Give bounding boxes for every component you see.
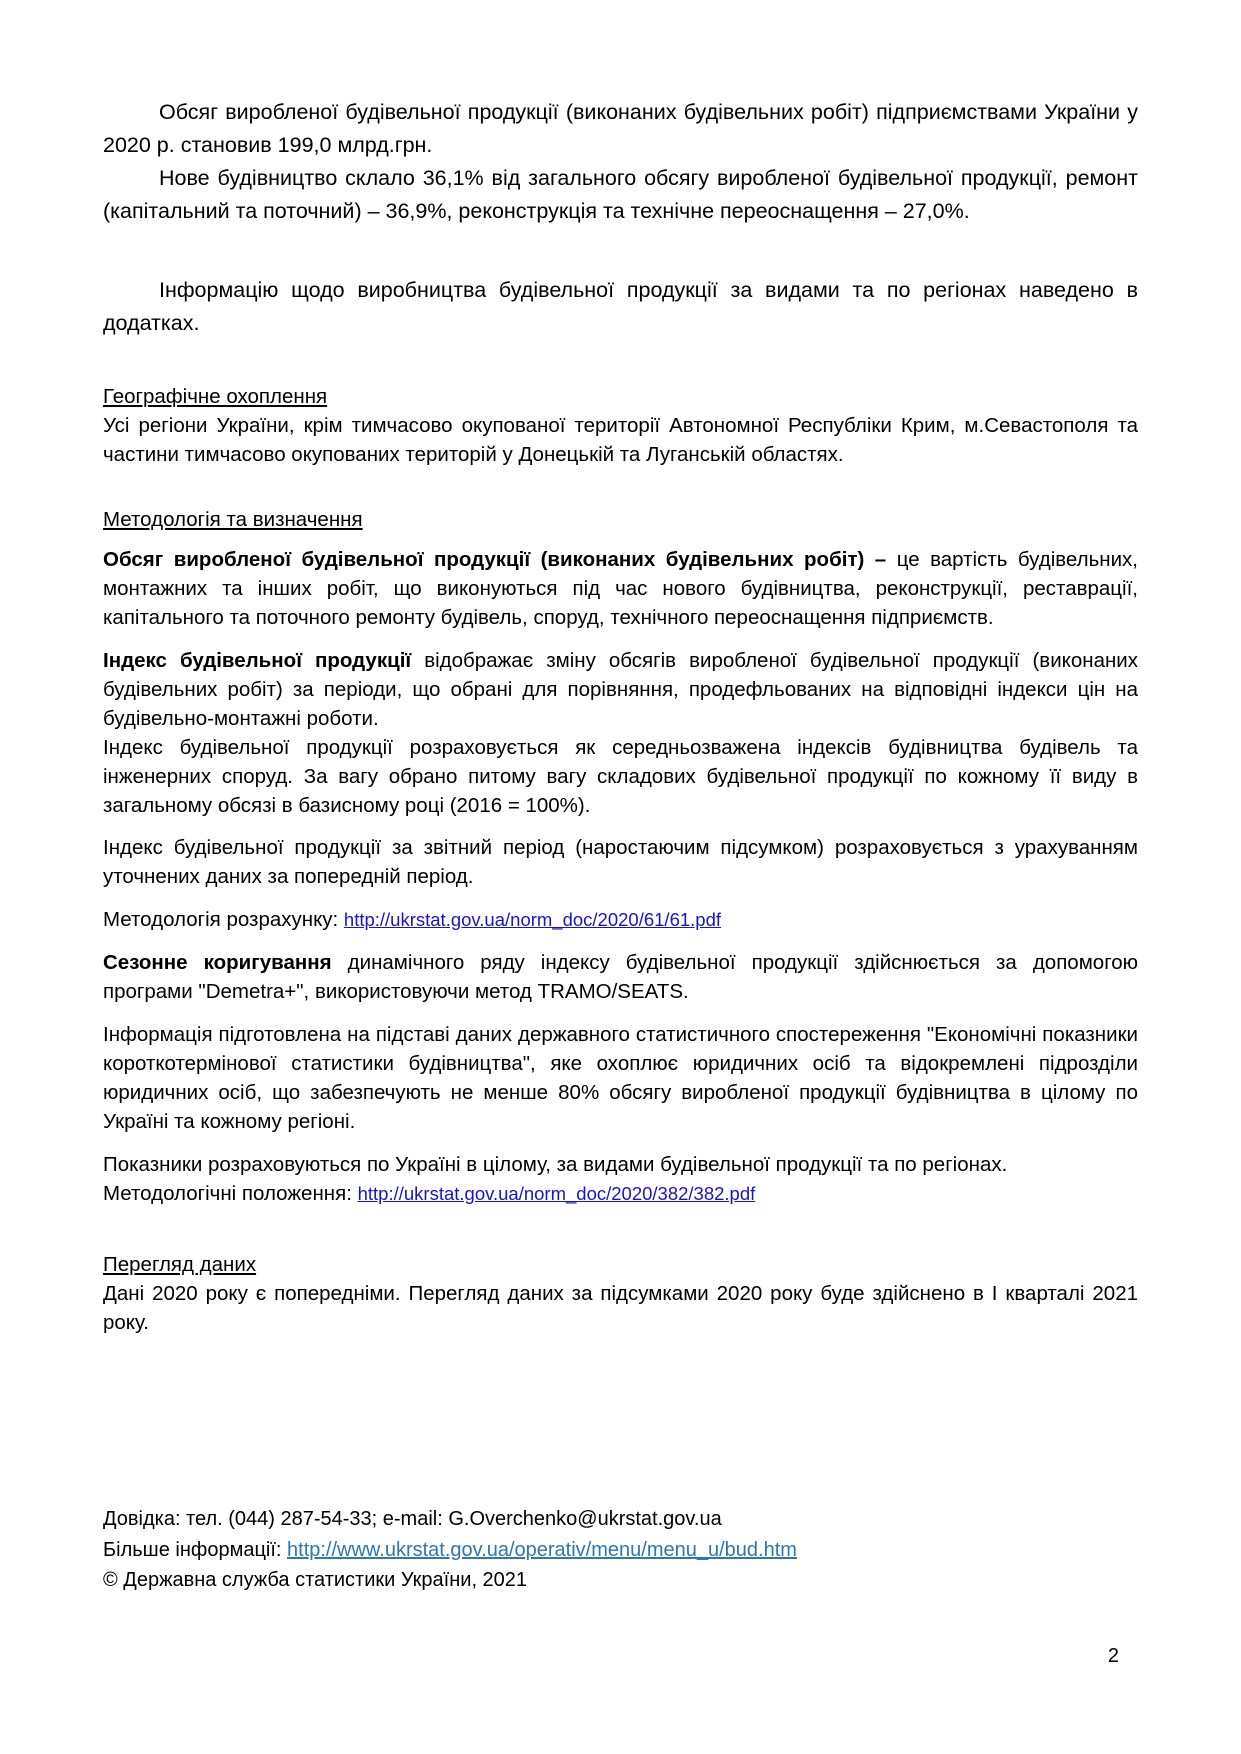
footer-copyright: © Державна служба статистики України, 2021 <box>103 1569 528 1591</box>
page-number: 2 <box>1107 1645 1119 1667</box>
methodology-positions-label: Методологічні положення: <box>103 1182 358 1205</box>
data-revision-text: Дані 2020 року є попередніми. Перегляд даних за підсумками 2020 року буде здійснено в І кварталі 2021 року. <box>103 1282 1138 1334</box>
intro-paragraph-2: Нове будівництво склало 36,1% від загального обсягу виробленої будівельної продукції, ремонт (капітальний та поточний) – 36,9%, реконструкція та технічне переоснащення – 27,0%. <box>103 166 1138 223</box>
intro-paragraph-3: Інформацію щодо виробництва будівельної продукції за видами та по регіонах наведено в додатках. <box>103 278 1138 335</box>
volume-definition <box>103 545 1138 632</box>
footer-more-info <box>103 1535 1138 1566</box>
data-revision-heading: Перегляд даних <box>103 1253 257 1276</box>
document-body <box>103 96 1138 1337</box>
indicators-note: Показники розраховуються по Україні в цілому, за видами будівельної продукції та по регіонах. <box>103 1153 1008 1176</box>
methodology-heading: Методологія та визначення <box>103 508 363 531</box>
seasonal-adjustment-term: Сезонне коригування <box>103 951 332 974</box>
intro-paragraph-1: Обсяг виробленої будівельної продукції (виконаних будівельних робіт) підприємствами України у 2020 р. становив 199,0 млрд.грн. <box>103 100 1138 157</box>
methodology-positions-link[interactable]: http://ukrstat.gov.ua/norm_doc/2020/382/382.pdf <box>357 1183 756 1204</box>
methodology-calc-line <box>103 905 1138 934</box>
index-definition <box>103 646 1138 733</box>
index-definition-term: Індекс будівельної продукції <box>103 649 412 672</box>
footer <box>103 1504 1138 1596</box>
seasonal-adjustment-text: динамічного ряду індексу будівельної продукції здійснюється за допомогою програми "Demetra+", використовуючи метод TRAMO/SEATS. <box>103 951 1138 1003</box>
index-period-text: Індекс будівельної продукції за звітний період (наростаючим підсумком) розраховується з урахуванням уточнених даних за попередній період. <box>103 836 1138 888</box>
footer-more-label: Більше інформації: <box>103 1538 288 1561</box>
index-calculation-text: Індекс будівельної продукції розраховується як середньозважена індексів будівництва будівель та інженерних споруд. За вагу обрано питому вагу складових будівельної продукції по кожному її виду в загальному обсязі в базисному році (2016 = 100%). <box>103 736 1138 817</box>
index-definition-text: відображає зміну обсягів виробленої будівельної продукції (виконаних будівельних робіт) за періоди, що обрані для порівняння, продефльованих на відповідні індекси цін на будівельно-монтажні роботи. <box>103 649 1138 730</box>
volume-definition-term: Обсяг виробленої будівельної продукції (виконаних будівельних робіт) – <box>103 548 897 571</box>
volume-definition-text: це вартість будівельних, монтажних та інших робіт, що виконуються під час нового будівництва, реконструкції, реставрації, капітального та поточного ремонту будівель, споруд, технічного переоснащення підприємств. <box>103 548 1138 629</box>
seasonal-adjustment <box>103 948 1138 1006</box>
methodology-positions-line <box>103 1179 1138 1208</box>
methodology-calc-link[interactable]: http://ukrstat.gov.ua/norm_doc/2020/61/61.pdf <box>343 909 722 930</box>
geo-coverage-heading: Географічне охоплення <box>103 385 328 408</box>
footer-more-link[interactable]: http://www.ukrstat.gov.ua/operativ/menu/menu_u/bud.htm <box>287 1538 797 1561</box>
data-source-text: Інформація підготовлена на підставі даних державного статистичного спостереження "Економічні показники короткотермінової статистики будівництва", яке охоплює юридичних осіб та відокремлені підрозділи юридичних осіб, що забезпечують не менше 80% обсягу виробленої продукції будівництва в цілому по Україні та кожному регіоні. <box>103 1023 1138 1133</box>
methodology-calc-label: Методологія розрахунку: <box>103 908 344 931</box>
geo-coverage-text: Усі регіони України, крім тимчасово окупованої території Автономної Республіки Крим, м.Севастополя та частини тимчасово окупованих територій у Донецькій та Луганській областях. <box>103 414 1138 466</box>
footer-contact: Довідка: тел. (044) 287-54-33; e-mail: G.Overchenko@ukrstat.gov.ua <box>103 1508 722 1530</box>
